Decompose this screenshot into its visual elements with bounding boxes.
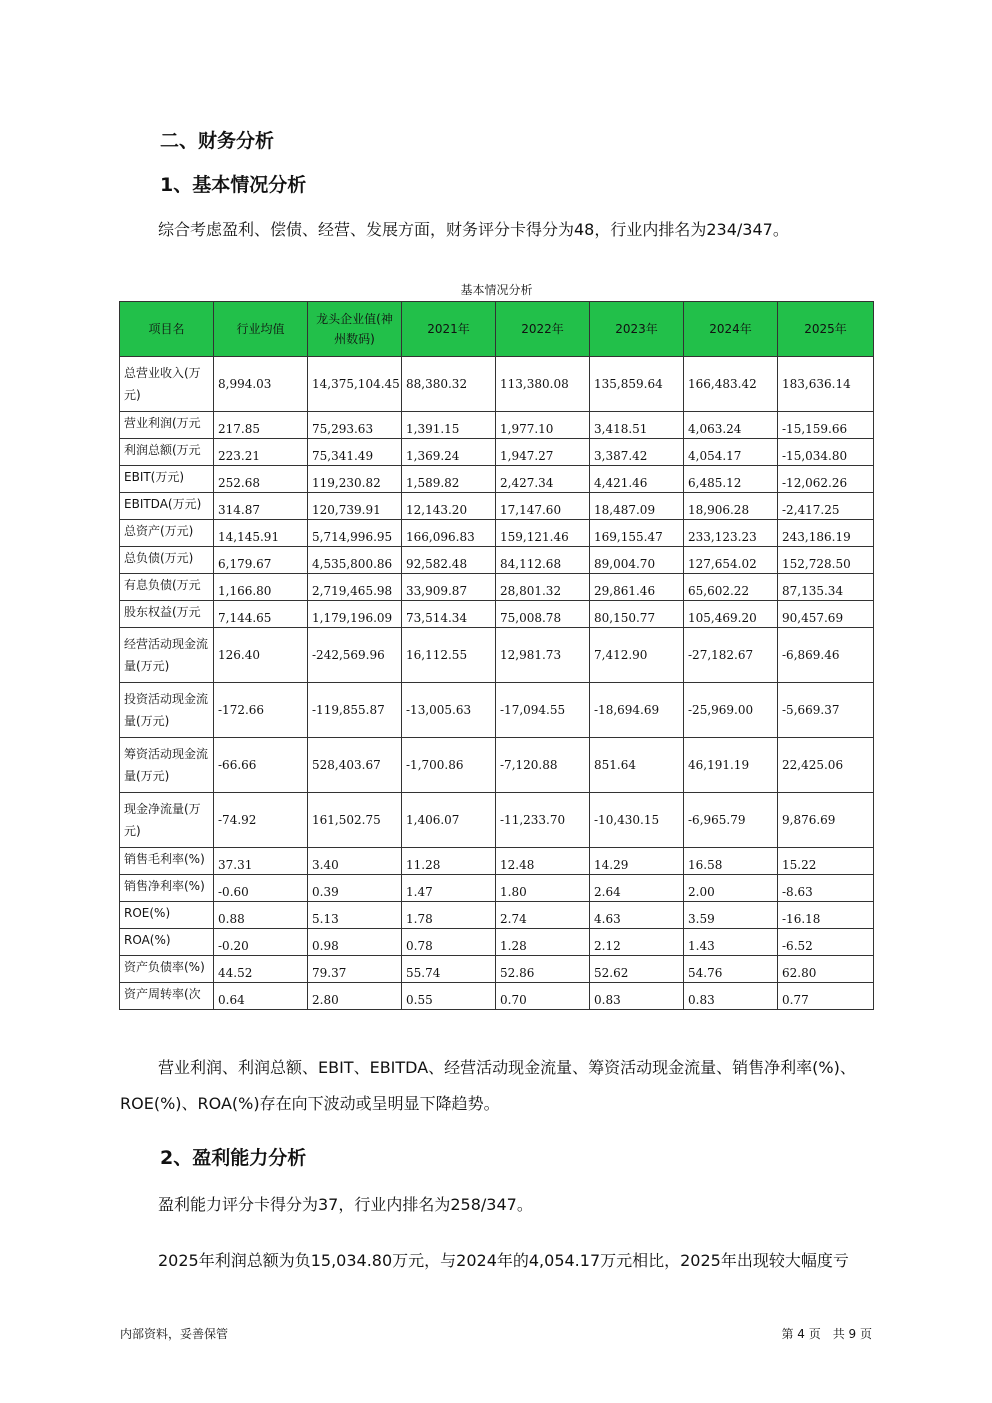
table-header-row	[120, 302, 874, 357]
table-cell: 33,909.87	[402, 574, 496, 601]
table-row	[120, 929, 874, 956]
table-cell: 16.58	[684, 848, 778, 875]
row-label-cell: EBITDA(万元)	[120, 493, 214, 520]
table-cell: 3,387.42	[590, 439, 684, 466]
basic-intro-paragraph: 综合考虑盈利、偿债、经营、发展方面，财务评分卡得分为48，行业内排名为234/347。	[158, 220, 789, 239]
table-cell: 1.28	[496, 929, 590, 956]
table-cell: 29,861.46	[590, 574, 684, 601]
table-cell: 4.63	[590, 902, 684, 929]
table-cell: 4,054.17	[684, 439, 778, 466]
profitability-text-paragraph: 2025年利润总额为负15,034.80万元，与2024年的4,054.17万元相比，2025年出现较大幅度亏	[158, 1251, 849, 1270]
row-label-cell: 有息负债(万元	[120, 574, 214, 601]
table-cell: 1,406.07	[402, 793, 496, 848]
table-cell: 1,589.82	[402, 466, 496, 493]
table-cell: 5.13	[308, 902, 402, 929]
table-row	[120, 574, 874, 601]
table-cell: 12,981.73	[496, 628, 590, 683]
table-cell: -6.52	[778, 929, 874, 956]
table-cell: 55.74	[402, 956, 496, 983]
footer-confidential: 内部资料，妥善保管	[120, 1327, 229, 1341]
table-cell: -12,062.26	[778, 466, 874, 493]
table-row	[120, 520, 874, 547]
table-cell: 9,876.69	[778, 793, 874, 848]
financial-table	[119, 301, 874, 1010]
table-cell: 28,801.32	[496, 574, 590, 601]
table-cell: -1,700.86	[402, 738, 496, 793]
table-cell: 14,375,104.45	[308, 357, 402, 412]
table-cell: 161,502.75	[308, 793, 402, 848]
table-cell: -74.92	[214, 793, 308, 848]
table-cell: 2.74	[496, 902, 590, 929]
footer-page-number: 第 4 页 共 9 页	[781, 1327, 872, 1341]
table-cell: 105,469.20	[684, 601, 778, 628]
table-cell: 3,418.51	[590, 412, 684, 439]
table-cell: -242,569.96	[308, 628, 402, 683]
table-cell: 2,427.34	[496, 466, 590, 493]
table-cell: -11,233.70	[496, 793, 590, 848]
table-cell: 4,421.46	[590, 466, 684, 493]
subsection-title-profitability: 2、盈利能力分析	[160, 1147, 307, 1169]
profitability-intro-paragraph: 盈利能力评分卡得分为37，行业内排名为258/347。	[158, 1195, 533, 1214]
table-cell: 79.37	[308, 956, 402, 983]
table-cell: -25,969.00	[684, 683, 778, 738]
table-row	[120, 466, 874, 493]
table-cell: 37.31	[214, 848, 308, 875]
table-cell: 12,143.20	[402, 493, 496, 520]
table-cell: 75,008.78	[496, 601, 590, 628]
table-cell: 88,380.32	[402, 357, 496, 412]
table-cell: 1.47	[402, 875, 496, 902]
table-cell: 22,425.06	[778, 738, 874, 793]
table-cell: 90,457.69	[778, 601, 874, 628]
row-label-cell: 销售净利率(%)	[120, 875, 214, 902]
table-header-cell: 龙头企业值(神州数码)	[308, 302, 402, 357]
table-cell: 7,412.90	[590, 628, 684, 683]
table-cell: 233,123.23	[684, 520, 778, 547]
table-cell: 18,487.09	[590, 493, 684, 520]
table-cell: 252.68	[214, 466, 308, 493]
table-cell: -10,430.15	[590, 793, 684, 848]
table-cell: 46,191.19	[684, 738, 778, 793]
section-title: 二、财务分析	[160, 130, 275, 152]
table-cell: 119,230.82	[308, 466, 402, 493]
row-label-cell: ROA(%)	[120, 929, 214, 956]
table-cell: 1,179,196.09	[308, 601, 402, 628]
table-cell: -119,855.87	[308, 683, 402, 738]
row-label-cell: 经营活动现金流量(万元)	[120, 628, 214, 683]
table-cell: 183,636.14	[778, 357, 874, 412]
table-cell: 1,166.80	[214, 574, 308, 601]
table-row	[120, 683, 874, 738]
table-cell: -66.66	[214, 738, 308, 793]
table-cell: 18,906.28	[684, 493, 778, 520]
row-label-cell: ROE(%)	[120, 902, 214, 929]
row-label-cell: 营业利润(万元	[120, 412, 214, 439]
table-cell: 0.55	[402, 983, 496, 1010]
table-cell: 1.80	[496, 875, 590, 902]
table-cell: 65,602.22	[684, 574, 778, 601]
table-cell: 217.85	[214, 412, 308, 439]
row-label-cell: 资产周转率(次	[120, 983, 214, 1010]
table-row	[120, 738, 874, 793]
table-caption: 基本情况分析	[460, 283, 533, 297]
table-cell: -172.66	[214, 683, 308, 738]
table-cell: 223.21	[214, 439, 308, 466]
table-cell: 2.12	[590, 929, 684, 956]
table-cell: -15,159.66	[778, 412, 874, 439]
table-row	[120, 357, 874, 412]
table-cell: 0.83	[684, 983, 778, 1010]
table-cell: 1,947.27	[496, 439, 590, 466]
table-cell: -18,694.69	[590, 683, 684, 738]
table-cell: 2.64	[590, 875, 684, 902]
table-header-cell: 2021年	[402, 302, 496, 357]
table-cell: 1,977.10	[496, 412, 590, 439]
table-cell: 120,739.91	[308, 493, 402, 520]
table-row	[120, 956, 874, 983]
table-cell: 0.88	[214, 902, 308, 929]
table-cell: 92,582.48	[402, 547, 496, 574]
table-cell: 166,096.83	[402, 520, 496, 547]
row-label-cell: 总资产(万元)	[120, 520, 214, 547]
table-cell: 152,728.50	[778, 547, 874, 574]
table-cell: -16.18	[778, 902, 874, 929]
table-cell: 135,859.64	[590, 357, 684, 412]
table-cell: 851.64	[590, 738, 684, 793]
table-cell: -8.63	[778, 875, 874, 902]
row-label-cell: 投资活动现金流量(万元)	[120, 683, 214, 738]
table-cell: 80,150.77	[590, 601, 684, 628]
table-cell: 1,391.15	[402, 412, 496, 439]
basic-conclusion-paragraph: 营业利润、利润总额、EBIT、EBITDA、经营活动现金流量、筹资活动现金流量、销售净利率(%)、ROE(%)、ROA(%)存在向下波动或呈明显下降趋势。	[120, 1058, 856, 1113]
table-row	[120, 601, 874, 628]
table-header-cell: 2024年	[684, 302, 778, 357]
table-cell: 0.70	[496, 983, 590, 1010]
table-cell: 62.80	[778, 956, 874, 983]
table-cell: -13,005.63	[402, 683, 496, 738]
row-label-cell: 资产负债率(%)	[120, 956, 214, 983]
table-row	[120, 439, 874, 466]
table-header-cell: 行业均值	[214, 302, 308, 357]
table-cell: -6,965.79	[684, 793, 778, 848]
table-cell: 12.48	[496, 848, 590, 875]
table-cell: 2,719,465.98	[308, 574, 402, 601]
table-cell: 17,147.60	[496, 493, 590, 520]
table-row	[120, 875, 874, 902]
table-cell: 7,144.65	[214, 601, 308, 628]
table-cell: 2.00	[684, 875, 778, 902]
table-cell: 54.76	[684, 956, 778, 983]
table-cell: 75,341.49	[308, 439, 402, 466]
table-cell: 3.59	[684, 902, 778, 929]
table-cell: 15.22	[778, 848, 874, 875]
table-cell: 127,654.02	[684, 547, 778, 574]
table-cell: 4,535,800.86	[308, 547, 402, 574]
row-label-cell: 利润总额(万元	[120, 439, 214, 466]
table-cell: 4,063.24	[684, 412, 778, 439]
table-header-cell: 2025年	[778, 302, 874, 357]
table-cell: 52.62	[590, 956, 684, 983]
table-cell: 8,994.03	[214, 357, 308, 412]
table-cell: 528,403.67	[308, 738, 402, 793]
table-cell: 0.39	[308, 875, 402, 902]
table-cell: -2,417.25	[778, 493, 874, 520]
table-cell: -6,869.46	[778, 628, 874, 683]
table-cell: 6,485.12	[684, 466, 778, 493]
table-cell: -15,034.80	[778, 439, 874, 466]
table-cell: 6,179.67	[214, 547, 308, 574]
row-label-cell: 总营业收入(万元)	[120, 357, 214, 412]
table-cell: 52.86	[496, 956, 590, 983]
table-cell: 1.78	[402, 902, 496, 929]
row-label-cell: 现金净流量(万元)	[120, 793, 214, 848]
table-cell: 5,714,996.95	[308, 520, 402, 547]
row-label-cell: EBIT(万元)	[120, 466, 214, 493]
table-cell: 169,155.47	[590, 520, 684, 547]
table-cell: -5,669.37	[778, 683, 874, 738]
table-cell: 243,186.19	[778, 520, 874, 547]
table-cell: 2.80	[308, 983, 402, 1010]
table-cell: 113,380.08	[496, 357, 590, 412]
table-cell: 314.87	[214, 493, 308, 520]
table-row	[120, 628, 874, 683]
table-cell: 0.78	[402, 929, 496, 956]
table-row	[120, 848, 874, 875]
table-cell: 166,483.42	[684, 357, 778, 412]
table-cell: 75,293.63	[308, 412, 402, 439]
table-header-cell: 2023年	[590, 302, 684, 357]
table-cell: 0.64	[214, 983, 308, 1010]
table-header-cell: 项目名	[120, 302, 214, 357]
table-row	[120, 902, 874, 929]
table-cell: 126.40	[214, 628, 308, 683]
table-cell: 84,112.68	[496, 547, 590, 574]
table-cell: 0.77	[778, 983, 874, 1010]
table-row	[120, 793, 874, 848]
table-cell: 89,004.70	[590, 547, 684, 574]
table-cell: 16,112.55	[402, 628, 496, 683]
table-cell: -0.60	[214, 875, 308, 902]
row-label-cell: 股东权益(万元	[120, 601, 214, 628]
table-cell: 87,135.34	[778, 574, 874, 601]
table-cell: -0.20	[214, 929, 308, 956]
row-label-cell: 总负债(万元)	[120, 547, 214, 574]
table-cell: 3.40	[308, 848, 402, 875]
table-cell: 1,369.24	[402, 439, 496, 466]
table-cell: 73,514.34	[402, 601, 496, 628]
table-cell: 11.28	[402, 848, 496, 875]
table-cell: -7,120.88	[496, 738, 590, 793]
table-cell: -17,094.55	[496, 683, 590, 738]
table-cell: 0.98	[308, 929, 402, 956]
row-label-cell: 销售毛利率(%)	[120, 848, 214, 875]
table-cell: 14,145.91	[214, 520, 308, 547]
table-row	[120, 983, 874, 1010]
subsection-title-basic: 1、基本情况分析	[160, 174, 307, 196]
row-label-cell: 筹资活动现金流量(万元)	[120, 738, 214, 793]
table-row	[120, 493, 874, 520]
table-cell: 159,121.46	[496, 520, 590, 547]
table-row	[120, 547, 874, 574]
table-row	[120, 412, 874, 439]
table-cell: 1.43	[684, 929, 778, 956]
table-cell: -27,182.67	[684, 628, 778, 683]
table-cell: 0.83	[590, 983, 684, 1010]
table-cell: 14.29	[590, 848, 684, 875]
table-cell: 44.52	[214, 956, 308, 983]
table-header-cell: 2022年	[496, 302, 590, 357]
